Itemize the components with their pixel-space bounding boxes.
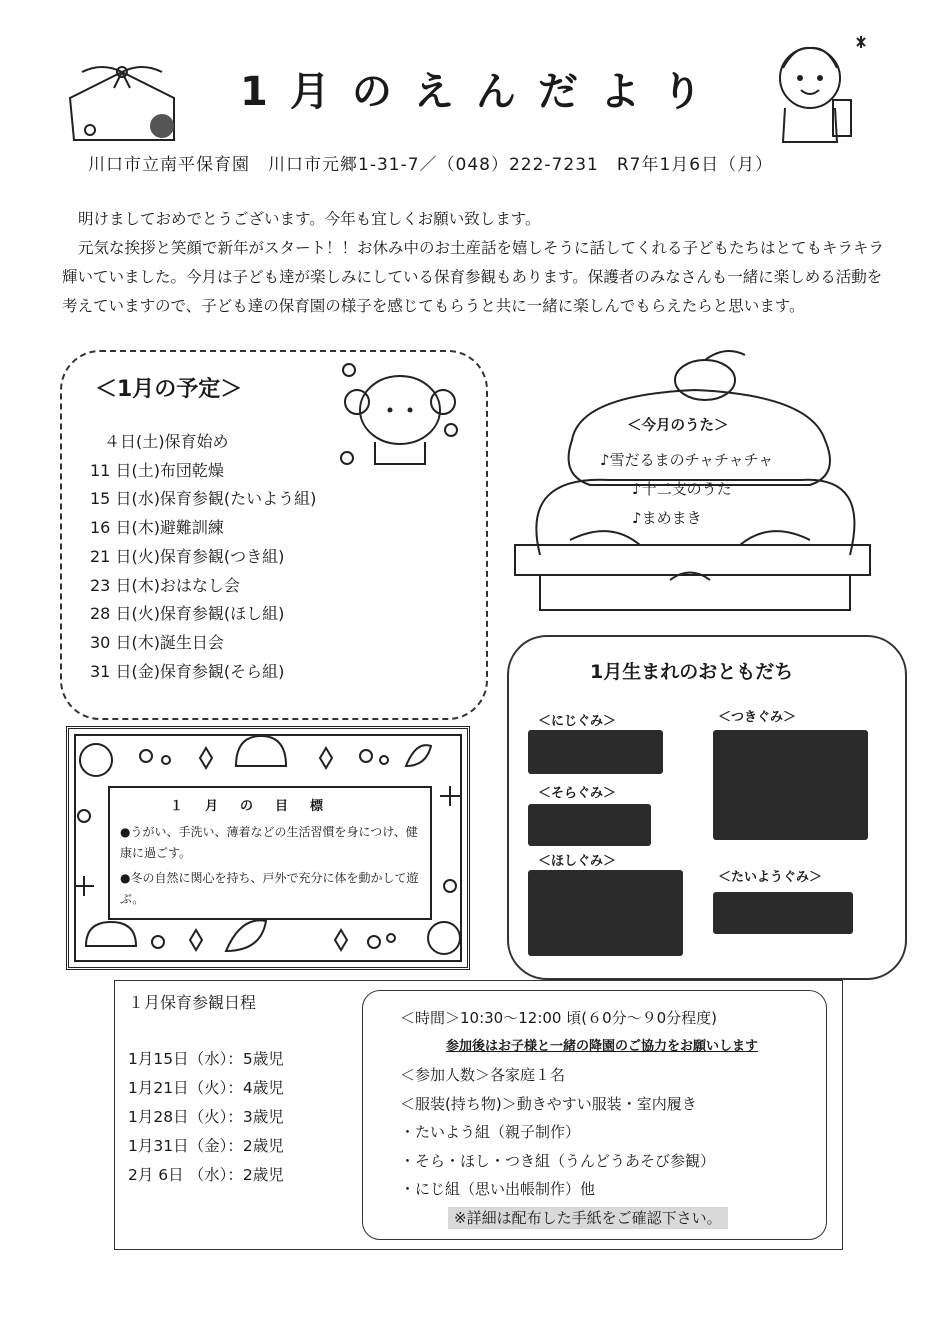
goals-title: １月の目標 bbox=[170, 799, 346, 814]
visit-note-bold: 参加後はお子様と一緒の降園のご協力をお願いします bbox=[446, 1038, 759, 1054]
sheep-illustration bbox=[335, 360, 465, 475]
visit-people: ＜参加人数＞各家庭１名 bbox=[400, 1066, 566, 1084]
list-item: 11 日(土)布団乾燥 bbox=[90, 460, 224, 480]
redacted-names bbox=[528, 870, 683, 956]
intro-body: 元気な挨拶と笑顔で新年がスタート！！お休み中のお土産話を嬉しそうに話してくれる子どもたちはとてもキラキラ輝いていました。今月は子ども達が楽しみにしている保育参観もあります。保護者のみなさんも一緒に楽しめる活動を考えていますので、子ども達の保育園の様子を感じてもらうと共に一緒に楽しんでもらえたらと思います。 bbox=[62, 239, 885, 315]
group-label-taiyou: ＜たいようぐみ＞ bbox=[718, 870, 823, 885]
school-info: 川口市立南平保育園 川口市元郷1-31-7／（048）222-7231 R7年1月6日（月） bbox=[88, 155, 774, 175]
visit-time: ＜時間＞10:30～12:00 頃(６0分～９0分程度) bbox=[400, 1009, 718, 1027]
goal-item: ●うがい、手洗い、薄着などの生活習慣を身につけ、健康に過ごす。 bbox=[120, 825, 418, 860]
group-label-niji: ＜にじぐみ＞ bbox=[538, 714, 617, 729]
schedule-title: ＜1月の予定＞ bbox=[95, 377, 243, 402]
visit-bullet: ・にじ組（思い出帳制作）他 bbox=[400, 1180, 596, 1198]
list-item: ♪雪だるまのチャチャチャ bbox=[600, 451, 774, 469]
redacted-names bbox=[528, 804, 651, 846]
list-item: ♪まめまき bbox=[632, 509, 702, 527]
intro-text bbox=[62, 205, 892, 321]
visit-clothes: ＜服装(持ち物)＞動きやすい服装・室内履き bbox=[400, 1094, 697, 1113]
list-item: ♪十二支のうた bbox=[632, 480, 732, 498]
list-item: ４日(土)保育始め bbox=[104, 432, 229, 451]
list-item: 2月 6日 （水）：2歳児 bbox=[128, 1166, 284, 1184]
visit-details bbox=[400, 1004, 758, 1232]
redacted-names bbox=[713, 730, 868, 840]
list-item: 30 日(木)誕生日会 bbox=[90, 632, 224, 652]
visit-note: ※詳細は配布した手紙をご確認下さい。 bbox=[448, 1207, 728, 1229]
birthday-title: 1月生まれのおともだち bbox=[590, 661, 794, 683]
list-item: 21 日(火)保育参観(つき組) bbox=[90, 546, 285, 566]
visit-bullet: ・そら・ほし・つき組（うんどうあそび参観） bbox=[400, 1151, 716, 1170]
page-title: 1月のえんだより bbox=[240, 69, 724, 115]
list-item: 31 日(金)保育参観(そら組) bbox=[90, 661, 285, 681]
redacted-names bbox=[713, 892, 853, 934]
group-label-hoshi: ＜ほしぐみ＞ bbox=[538, 854, 617, 869]
intro-greeting: 明けましておめでとうございます。今年も宜しくお願い致します。 bbox=[78, 210, 541, 228]
list-item: 1月31日（金）：2歳児 bbox=[128, 1137, 284, 1155]
list-item: 16 日(木)避難訓練 bbox=[90, 518, 224, 538]
visit-dates-list bbox=[128, 1045, 284, 1190]
list-item: 23 日(木)おはなし会 bbox=[90, 575, 240, 595]
child-illustration bbox=[765, 30, 875, 148]
list-item: 15 日(水)保育参観(たいよう組) bbox=[90, 489, 317, 509]
schedule-list bbox=[90, 428, 316, 686]
songs-title: ＜今月のうた＞ bbox=[627, 418, 729, 434]
list-item: 1月21日（火）：4歳児 bbox=[128, 1079, 284, 1097]
list-item: 1月15日（水）：5歳児 bbox=[128, 1050, 284, 1068]
group-label-sora: ＜そらぐみ＞ bbox=[538, 786, 617, 801]
visit-bullet: ・たいよう組（親子制作） bbox=[400, 1123, 581, 1141]
ema-illustration bbox=[62, 58, 192, 148]
songs-list bbox=[600, 446, 773, 533]
list-item: 28 日(火)保育参観(ほし組) bbox=[90, 604, 285, 624]
list-item: 1月28日（火）：3歳児 bbox=[128, 1108, 284, 1126]
group-label-tsuki: ＜つきぐみ＞ bbox=[718, 710, 797, 725]
goals-list bbox=[120, 822, 420, 914]
visit-title: １月保育参観日程 bbox=[128, 993, 257, 1012]
redacted-names bbox=[528, 730, 663, 774]
goal-item: ●冬の自然に関心を持ち、戸外で充分に体を動かして遊ぶ。 bbox=[120, 871, 419, 906]
